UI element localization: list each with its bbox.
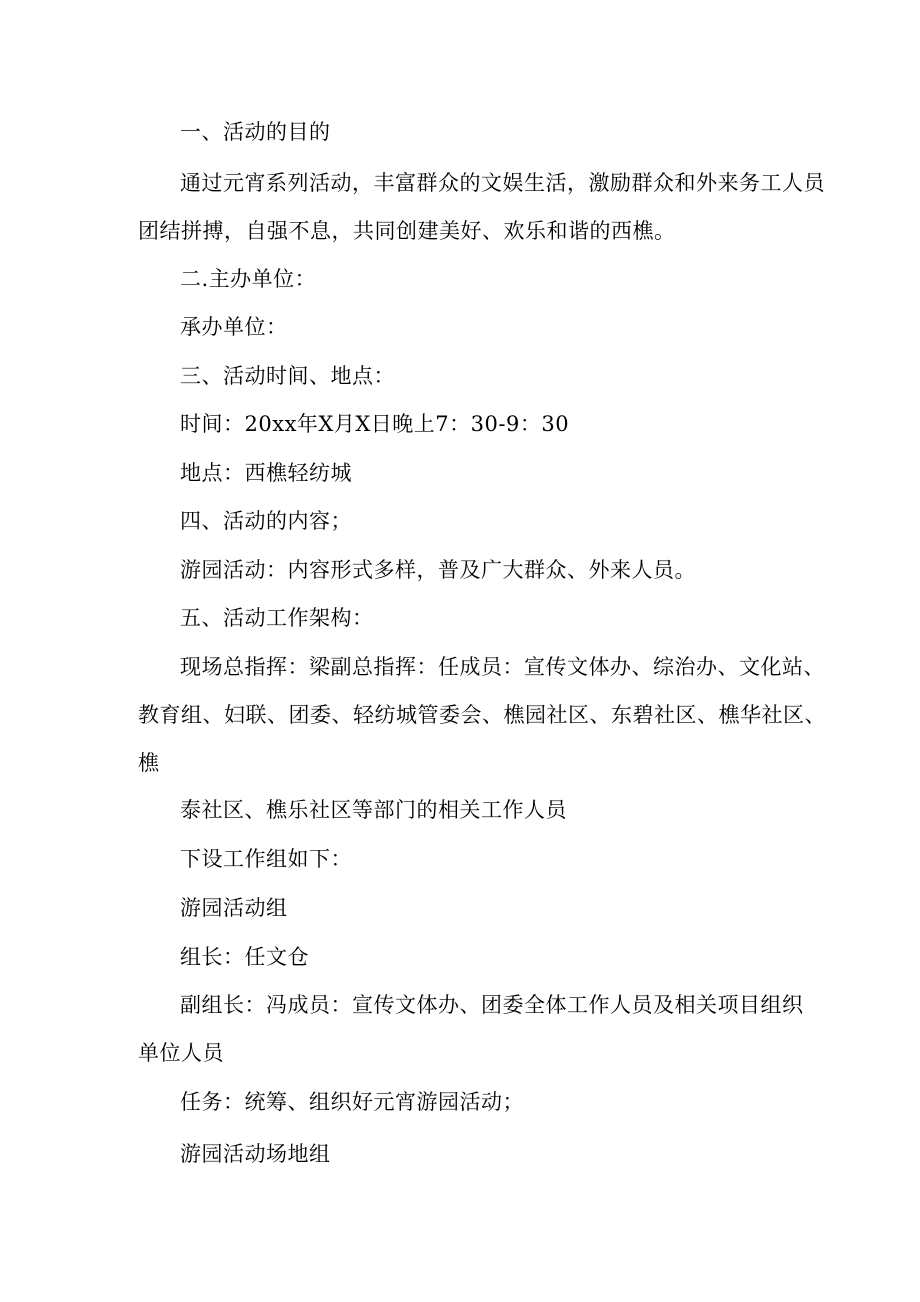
paragraph-line: 游园活动组 bbox=[180, 896, 288, 920]
paragraph-line: 团结拼搏，自强不息，共同创建美好、欢乐和谐的西樵。 bbox=[138, 219, 676, 243]
paragraph-line: 下设工作组如下： bbox=[180, 847, 352, 871]
paragraph-line: 任务：统筹、组织好元宵游园活动； bbox=[180, 1090, 524, 1114]
heading-content: 四、活动的内容； bbox=[180, 509, 352, 533]
heading-time-place: 三、活动时间、地点： bbox=[180, 364, 395, 388]
paragraph-line: 现场总指挥：梁副总指挥：任成员：宣传文体办、综治办、文化站、 bbox=[180, 655, 825, 679]
heading-organizer: 二.主办单位： bbox=[180, 267, 317, 291]
paragraph-line: 泰社区、樵乐社区等部门的相关工作人员 bbox=[180, 798, 567, 822]
paragraph-line: 地点：西樵轻纺城 bbox=[180, 461, 352, 485]
paragraph-line: 通过元宵系列活动，丰富群众的文娱生活，激励群众和外来务工人员 bbox=[180, 171, 825, 195]
paragraph-line: 时间：20xx年X月X日晚上7：30-9：30 bbox=[180, 412, 570, 436]
paragraph-line: 组长：任文仓 bbox=[180, 945, 309, 969]
heading-structure: 五、活动工作架构： bbox=[180, 606, 374, 630]
paragraph-line: 教育组、妇联、团委、轻纺城管委会、樵园社区、东碧社区、樵华社区、 bbox=[138, 703, 826, 727]
paragraph-line: 副组长：冯成员：宣传文体办、团委全体工作人员及相关项目组织 bbox=[180, 993, 804, 1017]
paragraph-line: 游园活动场地组 bbox=[180, 1142, 331, 1166]
paragraph-line: 承办单位： bbox=[180, 315, 288, 339]
heading-purpose: 一、活动的目的 bbox=[180, 120, 331, 144]
paragraph-line: 樵 bbox=[138, 751, 160, 775]
paragraph-line: 单位人员 bbox=[138, 1041, 224, 1065]
paragraph-line: 游园活动：内容形式多样，普及广大群众、外来人员。 bbox=[180, 558, 696, 582]
